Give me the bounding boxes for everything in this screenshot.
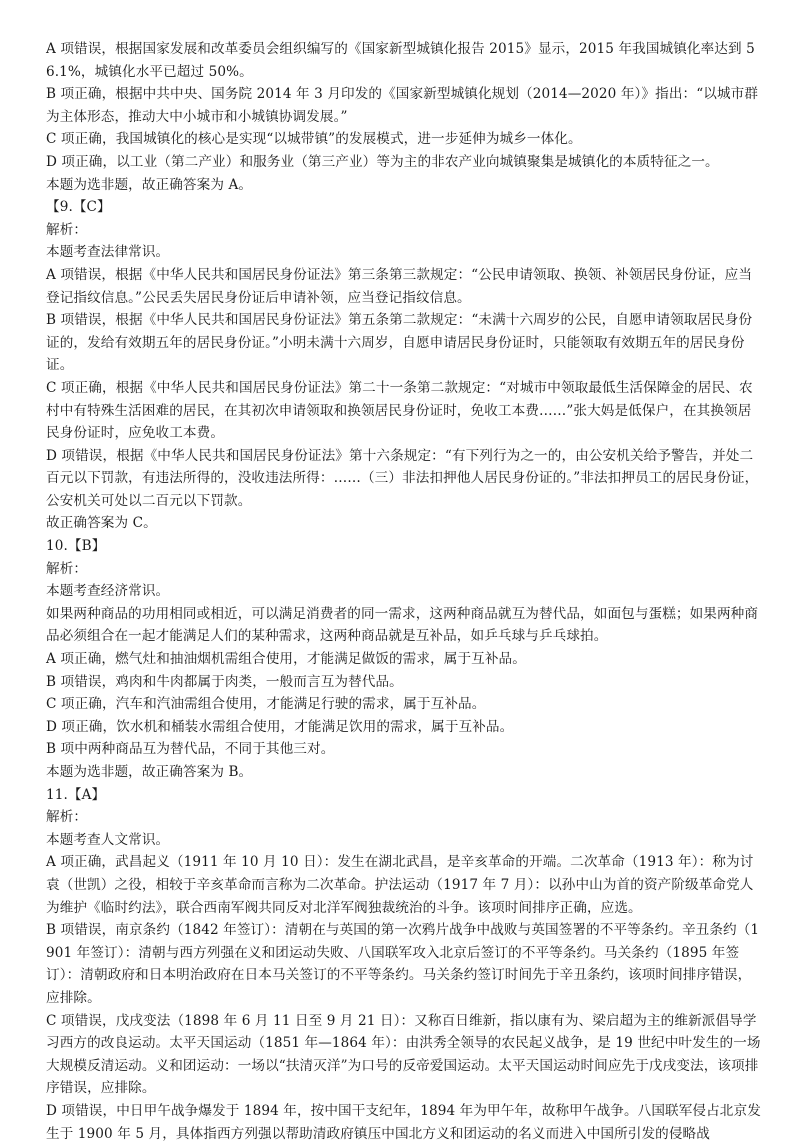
paragraph-q9-option-b: B 项错误，根据《中华人民共和国居民身份证法》第五条第二款规定：“未满十六周岁的公民，自愿申请领取居民身份证的，发给有效期五年的居民身份证。”小明未满十六周岁，自愿申请居民身份证时，只能领取有效期五年的居民身份证。 — [46, 312, 753, 374]
paragraph-q10-option-d: D 项正确，饮水机和桶装水需组合使用，才能满足饮用的需求，属于互补品。 — [46, 718, 514, 735]
paragraph-q11-option-a: A 项正确，武昌起义（1911 年 10 月 10 日）：发生在湖北武昌，是辛亥革命的开端。二次革命（1913 年）：称为讨袁（世凯）之役，相较于辛亥革命而言称为二次革命。护法运动（1917 年 7 月）：以孙中山为首的资产阶级革命党人为维护《临时约法》，联合西南军阀共同反对北洋军阀独裁统治的斗争。该项时间排序正确，应选。 — [46, 854, 754, 916]
q10-topic: 本题考查经济常识。 — [46, 583, 170, 600]
analysis-label-9: 解析： — [46, 221, 88, 238]
paragraph-q8-option-a: A 项错误，根据国家发展和改革委员会组织编写的《国家新型城镇化报告 2015》显示，2015 年我国城镇化率达到 56.1%，城镇化水平已超过 50%。 — [46, 41, 755, 80]
paragraph-q10-intro: 如果两种商品的功用相同或相近，可以满足消费者的同一需求，这两种商品就互为替代品，如面包与蛋糕；如果两种商品必须组合在一起才能满足人们的某种需求，这两种商品就是互补品，如乒乓球与乒乓球拍。 — [46, 605, 759, 645]
q11-topic: 本题考查人文常识。 — [46, 831, 170, 848]
q9-topic: 本题考查法律常识。 — [46, 244, 170, 261]
question-9-heading: 【9.【C】 — [46, 199, 111, 216]
document-page — [46, 38, 762, 1145]
paragraph-q9-option-c: C 项正确，根据《中华人民共和国居民身份证法》第二十一条第二款规定：“对城市中领取最低生活保障金的居民、农村中有特殊生活困难的居民，在其初次申请领取和换领居民身份证时，免收工本费……”张大妈是低保户，在其换领居民身份证时，应免收工本费。 — [46, 379, 753, 442]
paragraph-q8-option-c: C 项正确，我国城镇化的核心是实现“以城带镇”的发展模式，进一步延伸为城乡一体化。 — [46, 131, 582, 148]
paragraph-q10-answer: 本题为选非题，故正确答案为 B。 — [46, 764, 253, 780]
analysis-label-11: 解析： — [46, 809, 88, 826]
paragraph-q8-answer: 本题为选非题，故正确答案为 A。 — [46, 176, 253, 193]
analysis-label-10: 解析： — [46, 560, 88, 577]
paragraph-q9-answer: 故正确答案为 C。 — [46, 515, 157, 532]
paragraph-q11-option-d: D 项错误，中日甲午战争爆发于 1894 年，按中国干支纪年，1894 年为甲午年，故称甲午战争。八国联军侵占北京发生于 1900 年 5 月，具体指西方列强以帮助清政府镇压中国北方义和团运动的名义而进入中国所引发的侵略战 — [46, 1102, 761, 1142]
paragraph-q8-option-d: D 项正确，以工业（第二产业）和服务业（第三产业）等为主的非农产业向城镇聚集是城镇化的本质特征之一。 — [46, 153, 719, 170]
paragraph-q9-option-d: D 项错误，根据《中华人民共和国居民身份证法》第十六条规定：“有下列行为之一的，由公安机关给予警告，并处二百元以下罚款，有违法所得的，没收违法所得：……（三）非法扣押他人居民身份证的。”非法扣押员工的居民身份证，公安机关可处以二百元以下罚款。 — [46, 447, 759, 509]
paragraph-q11-option-b: B 项错误，南京条约（1842 年签订）：清朝在与英国的第一次鸦片战争中战败与英国签署的不平等条约。辛丑条约（1901 年签订）：清朝与西方列强在义和团运动失败、八国联军攻入北京后签订的不平等条约。马关条约（1895 年签订）：清朝政府和日本明治政府在日本马关签订的不平等条约。马关条约签订时间先于辛丑条约，该项时间排序错误，应排除。 — [46, 922, 760, 1006]
paragraph-q9-option-a: A 项错误，根据《中华人民共和国居民身份证法》第三条第三款规定：“公民申请领取、换领、补领居民身份证，应当登记指纹信息。”公民丢失居民身份证后申请补领，应当登记指纹信息。 — [46, 266, 753, 306]
paragraph-q10-option-c: C 项正确，汽车和汽油需组合使用，才能满足行驶的需求，属于互补品。 — [46, 696, 486, 713]
paragraph-q10-option-a: A 项正确，燃气灶和抽油烟机需组合使用，才能满足做饭的需求，属于互补品。 — [46, 651, 526, 668]
paragraph-q10-option-b: B 项错误，鸡肉和牛肉都属于肉类，一般而言互为替代品。 — [46, 673, 403, 690]
question-11-heading: 11.【A】 — [46, 786, 106, 803]
paragraph-q8-option-b: B 项正确，根据中共中央、国务院 2014 年 3 月印发的《国家新型城镇化规划（2014—2020 年）》指出：“以城市群为主体形态，推动大中小城市和小城镇协调发展。” — [46, 86, 759, 125]
question-10-heading: 10.【B】 — [46, 538, 106, 555]
paragraph-q11-option-c: C 项错误，戊戌变法（1898 年 6 月 11 日至 9 月 21 日）：又称百日维新，指以康有为、梁启超为主的维新派倡导学习西方的改良运动。太平天国运动（1851 年—1864 年）：由洪秀全领导的农民起义战争，是 19 世纪中叶发生的一场大规模反清运动。义和团运动：一场以“扶清灭洋”为口号的反帝爱国运动。太平天国运动时间应先于戊戌变法，该项排序错误，应排除。 — [46, 1012, 761, 1097]
paragraph-q10-note: B 项中两种商品互为替代品，不同于其他三对。 — [46, 741, 335, 758]
